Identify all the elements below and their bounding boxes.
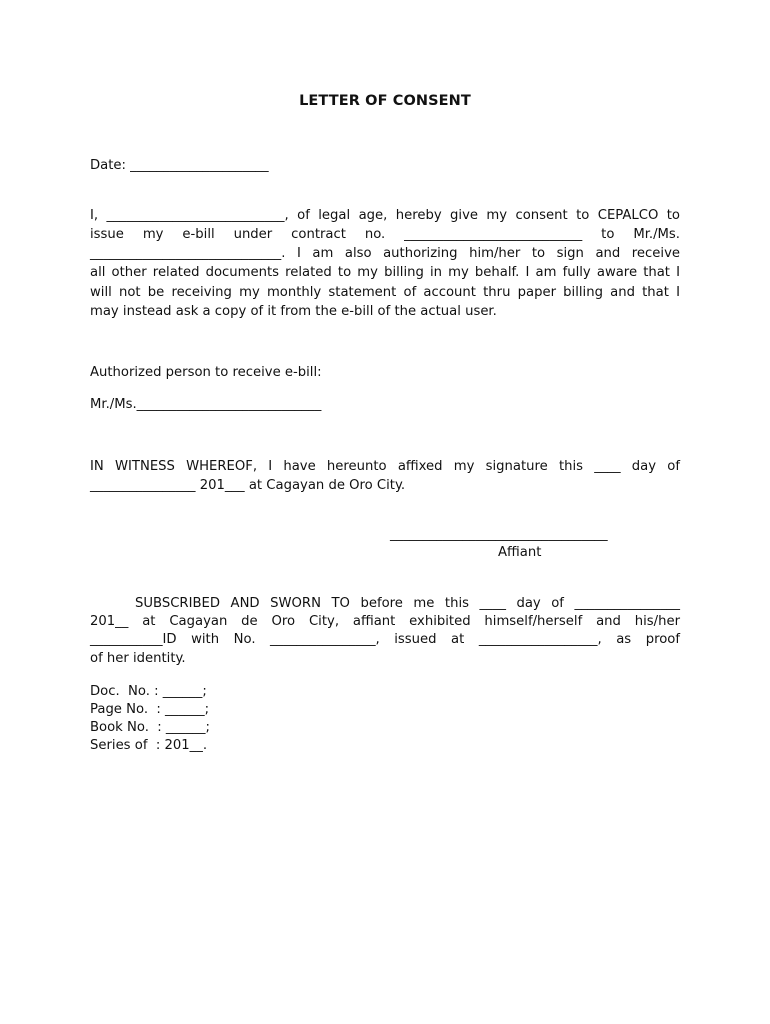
consent-line-6: may instead ask a copy of it from the e-bill of the actual user. xyxy=(90,304,497,319)
signature-line: _________________________________ xyxy=(390,527,608,542)
affiant-label: Affiant xyxy=(498,545,542,560)
authorized-name-line: Mr./Ms.____________________________ xyxy=(90,397,322,412)
consent-line-3: _____________________________. I am also authorizing him/her to sign and receive xyxy=(90,246,680,261)
consent-line-5: will not be receiving my monthly statement of account thru paper billing and that I xyxy=(90,285,680,300)
consent-line-1: I, ___________________________, of legal age, hereby give my consent to CEPALCO to xyxy=(90,208,680,223)
series-of-entry: Series of : 201__. xyxy=(90,738,208,753)
sworn-line-1: SUBSCRIBED AND SWORN TO before me this ____ day of ________________ xyxy=(135,596,680,611)
witness-line-2: ________________ 201___ at Cagayan de Oro City. xyxy=(90,478,406,493)
page-title: LETTER OF CONSENT xyxy=(299,93,471,109)
doc-no-entry: Doc. No. : ______; xyxy=(90,684,207,699)
book-no-entry: Book No. : ______; xyxy=(90,720,210,735)
witness-line-1: IN WITNESS WHEREOF, I have hereunto affixed my signature this ____ day of xyxy=(90,459,680,474)
sworn-line-3: ___________ID with No. ________________, issued at __________________, as proof xyxy=(90,632,680,647)
page-no-entry: Page No. : ______; xyxy=(90,702,210,717)
consent-line-2: issue my e-bill under contract no. ___________________________ to Mr./Ms. xyxy=(90,227,680,242)
date-line: Date: _____________________ xyxy=(90,158,269,173)
sworn-line-2: 201__ at Cagayan de Oro City, affiant exhibited himself/herself and his/her xyxy=(90,614,680,629)
authorized-label: Authorized person to receive e-bill: xyxy=(90,365,322,380)
sworn-line-4: of her identity. xyxy=(90,651,186,666)
consent-line-4: all other related documents related to my billing in my behalf. I am fully aware that I xyxy=(90,265,680,280)
